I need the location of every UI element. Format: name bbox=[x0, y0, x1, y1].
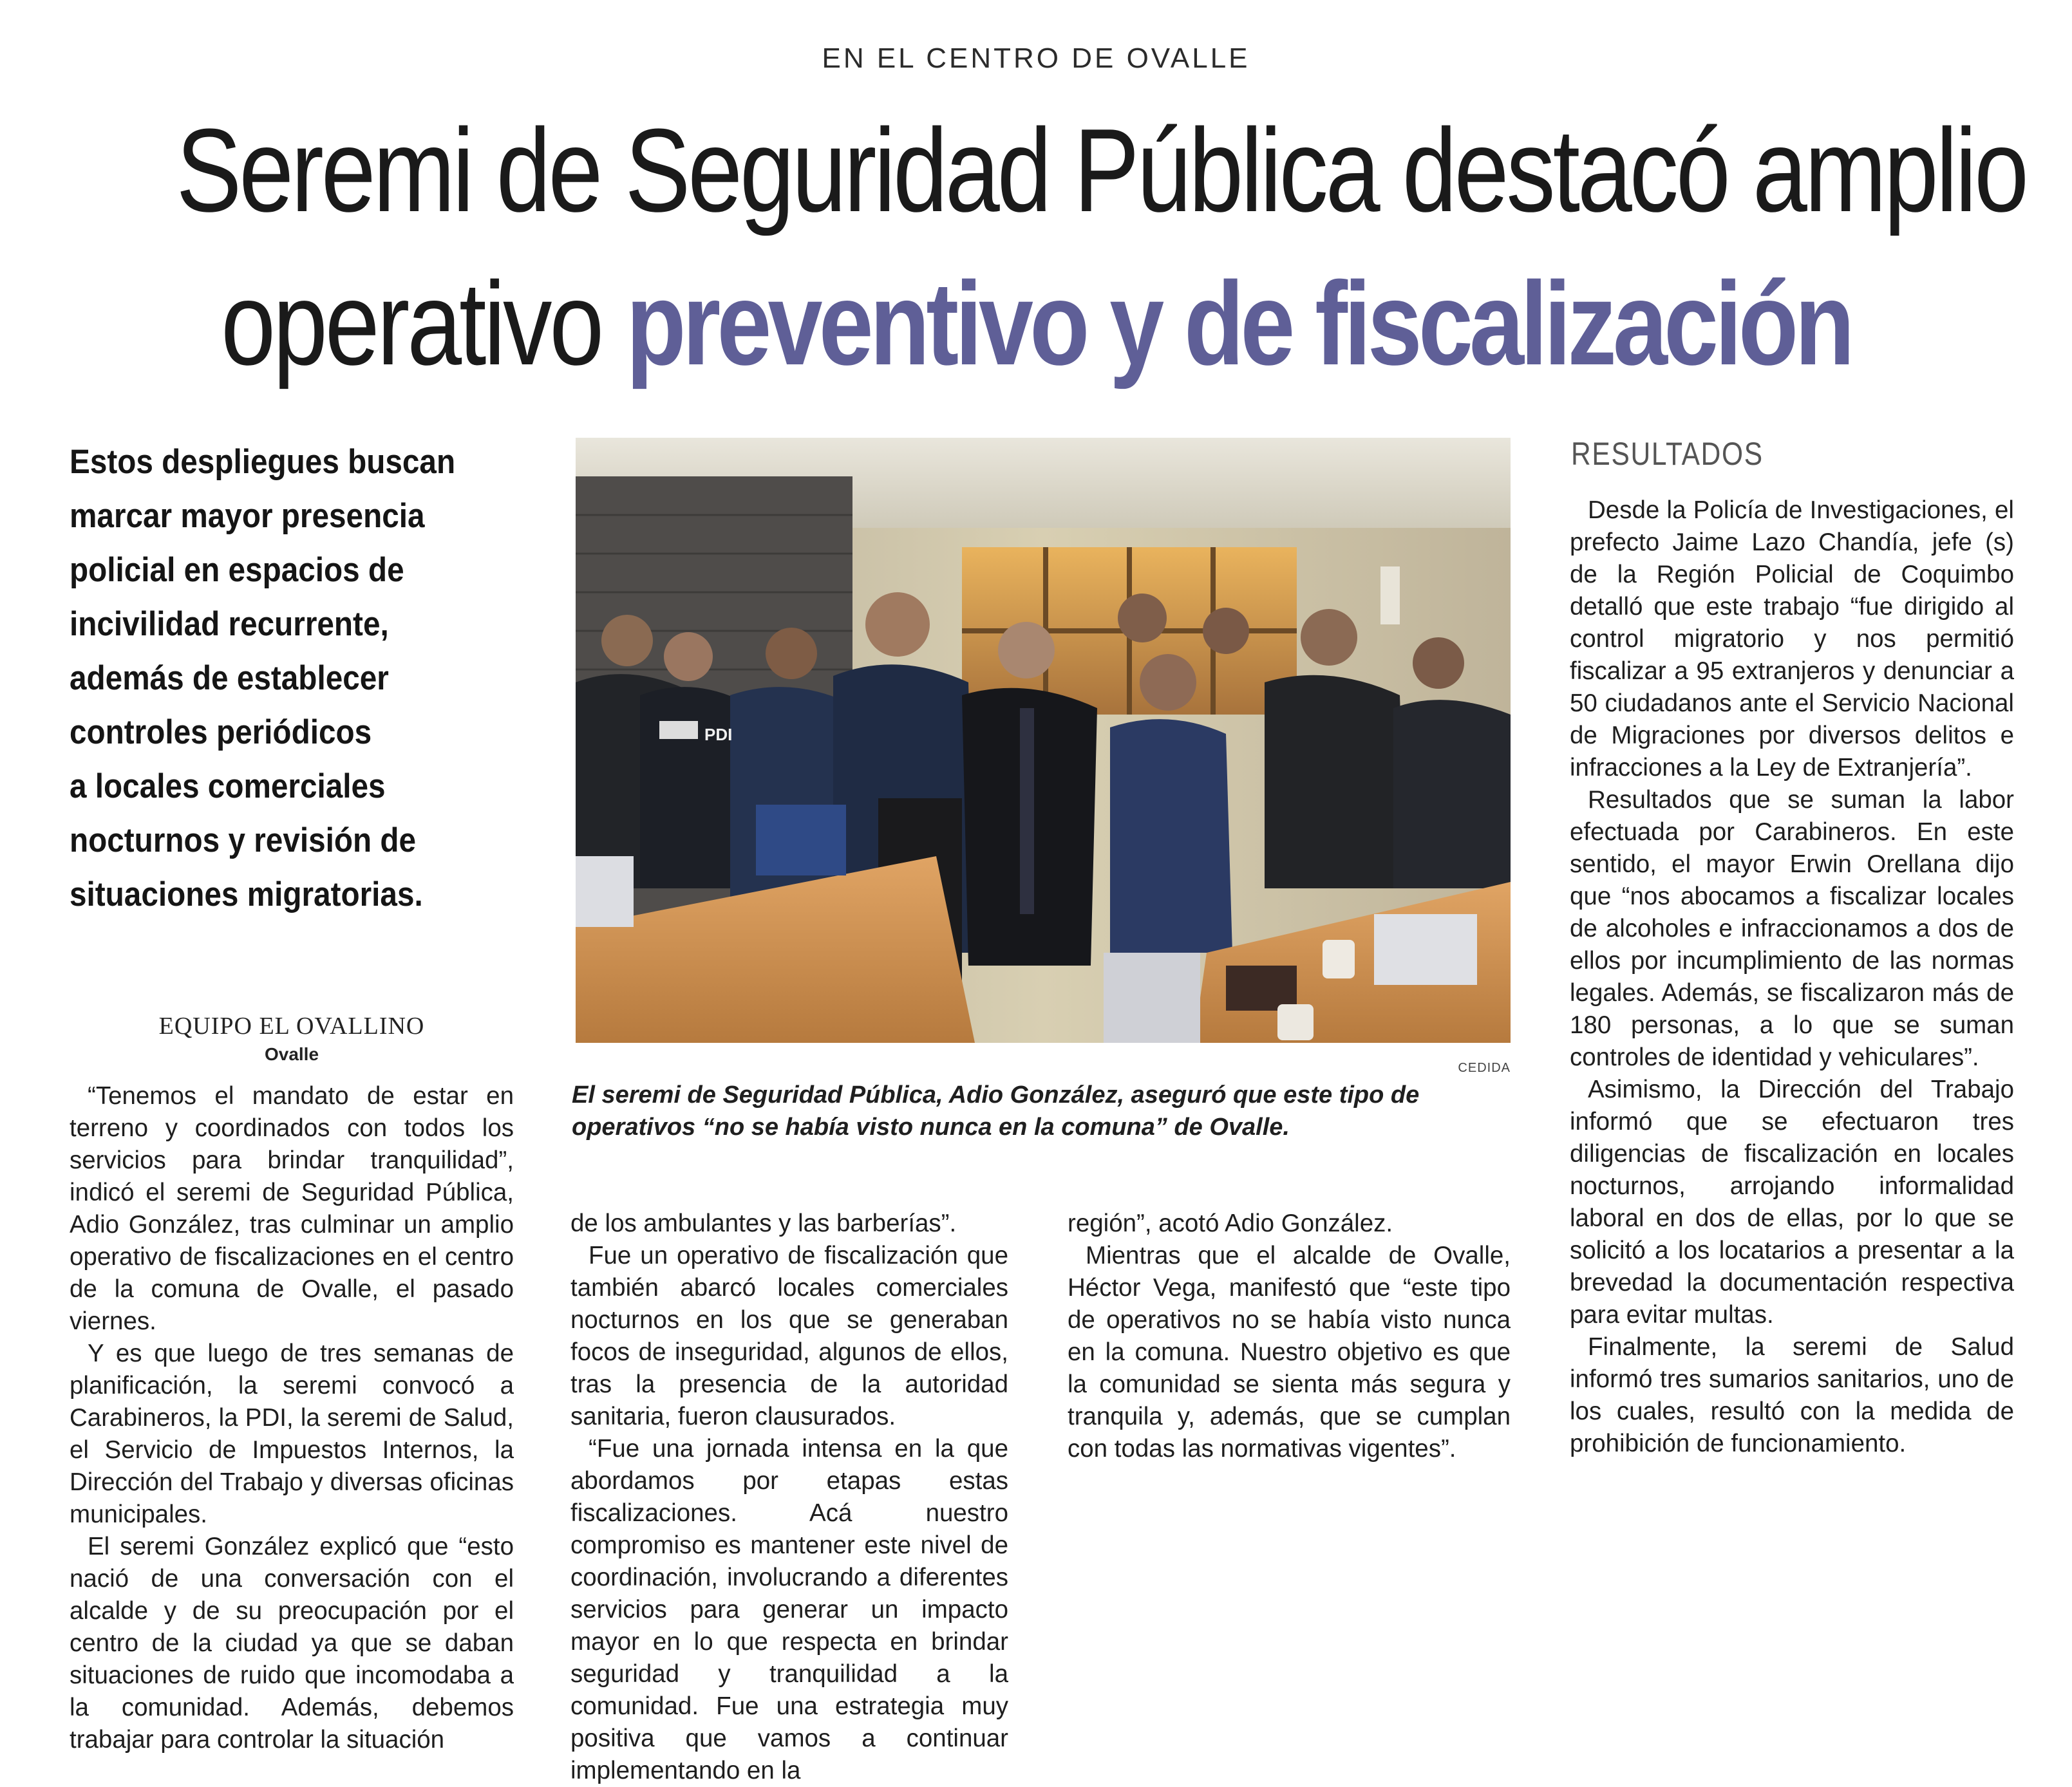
paragraph: “Tenemos el mandato de estar en terreno y coordinados con todos los servicios para brindar tranquilidad”, indicó el seremi de Seguridad Pública, Adio González, tras culminar un amplio operativo de fiscalizaciones en el centro de la comuna de Ovalle, el pasado viernes. bbox=[70, 1082, 514, 1335]
lead-line: Estos despliegues buscan bbox=[70, 443, 456, 481]
lead-line: policial en espacios de bbox=[70, 551, 404, 589]
lead-line: controles periódicos bbox=[70, 713, 372, 751]
paragraph: Finalmente, la seremi de Salud informó tres sumarios sanitarios, uno de los cuales, resultó con la medida de prohibición de funcionamiento. bbox=[1570, 1333, 2014, 1457]
photo-caption: El seremi de Seguridad Pública, Adio González, aseguró que este tipo de operativos “no se había visto nunca en la comuna” de Ovalle. bbox=[572, 1081, 1420, 1141]
paragraph: El seremi González explicó que “esto nació de una conversación con el alcalde y de su preocupación por el centro de la ciudad ya que se daban situaciones de ruido que incomodaba a la comunidad. Además, debemos trabajar para controlar la situación bbox=[70, 1533, 514, 1754]
paragraph: Resultados que se suman la labor efectuada por Carabineros. En este sentido, el mayor Erwin Orellana dijo que “nos abocamos a fiscalizar locales de alcoholes e infraccionamos a dos de ellos por incumplimiento de las normas legales. Además, se fiscalizaron más de 180 personas, a lo que se suman controles de identidad y vehiculares”. bbox=[1570, 786, 2014, 1071]
photo-credit: CEDIDA bbox=[1458, 1061, 1511, 1075]
lead-line: además de establecer bbox=[70, 659, 389, 697]
body-column-2 bbox=[570, 1208, 1008, 1787]
paragraph: Mientras que el alcalde de Ovalle, Héctor Vega, manifestó que “este tipo de operativos no se había visto nunca en la comuna. Nuestro objetivo es que la comunidad se sienta más segura y tranquila y, además, que se cumplan con todas las normativas vigentes”. bbox=[1068, 1242, 1511, 1463]
paragraph: Desde la Policía de Investigaciones, el prefecto Jaime Lazo Chandía, jefe (s) de la Región Policial de Coquimbo detalló que este trabajo “fue dirigido al control migratorio y nos permitió fiscalizar a 95 extranjeros y denunciar a 50 ciudadanos ante el Servicio Nacional de Migraciones por diversos delitos e infracciones a la Ley de Extranjería”. bbox=[1570, 496, 2014, 781]
lead-line: a locales comerciales bbox=[70, 767, 386, 805]
pdi-badge-text: PDI bbox=[704, 725, 733, 744]
lead-summary bbox=[70, 435, 487, 922]
headline-plain: operativo bbox=[221, 257, 626, 389]
headline-accent: preventivo y de fiscalización bbox=[626, 257, 1851, 389]
paragraph: Asimismo, la Dirección del Trabajo informó que se efectuaron tres diligencias de fiscalización en locales nocturnos, arrojando informalidad laboral en dos de ellas, por lo que se solicitó a los locatarios a presentar a la brevedad la documentación respectiva para evitar multas. bbox=[1570, 1076, 2014, 1329]
body-column-4 bbox=[1570, 494, 2014, 1460]
lead-line: incivilidad recurrente, bbox=[70, 605, 389, 643]
section-subheading: RESULTADOS bbox=[1571, 436, 1764, 472]
paragraph: región”, acotó Adio González. bbox=[1068, 1210, 1393, 1237]
article-photo bbox=[576, 438, 1511, 1043]
paragraph: Y es que luego de tres semanas de planificación, la seremi convocó a Carabineros, la PDI, la seremi de Salud, el Servicio de Impuestos Internos, la Dirección del Trabajo y diversas oficinas municipales. bbox=[70, 1340, 514, 1528]
body-column-1 bbox=[70, 1080, 514, 1756]
body-column-3 bbox=[1068, 1208, 1511, 1465]
headline-line-2 bbox=[176, 257, 1896, 389]
byline-author: EQUIPO EL OVALLINO bbox=[158, 1013, 425, 1040]
headline-line-1: Seremi de Seguridad Pública destacó amplio bbox=[176, 104, 2026, 236]
lead-line: nocturnos y revisión de bbox=[70, 821, 417, 859]
photo-illustration bbox=[576, 438, 1511, 1043]
paragraph: Fue un operativo de fiscalización que también abarcó locales comerciales nocturnos en los que se generaban focos de inseguridad, algunos de ellos, tras la presencia de la autoridad sanitaria, fueron clausurados. bbox=[570, 1242, 1008, 1430]
paragraph: “Fue una jornada intensa en la que abordamos por etapas estas fiscalizaciones. Acá nuestro compromiso es mantener este nivel de coordinación, involucrando a diferentes servicios para generar un impacto mayor en lo que respecta en brindar seguridad y tranquilidad a la comunidad. Fue una estrategia muy positiva que vamos a continuar implementando en la bbox=[570, 1435, 1008, 1784]
paragraph: de los ambulantes y las barberías”. bbox=[570, 1210, 957, 1237]
section-kicker: EN EL CENTRO DE OVALLE bbox=[822, 42, 1250, 74]
lead-line: situaciones migratorias. bbox=[70, 875, 423, 913]
lead-line: marcar mayor presencia bbox=[70, 497, 425, 535]
byline-place: Ovalle bbox=[264, 1044, 319, 1064]
